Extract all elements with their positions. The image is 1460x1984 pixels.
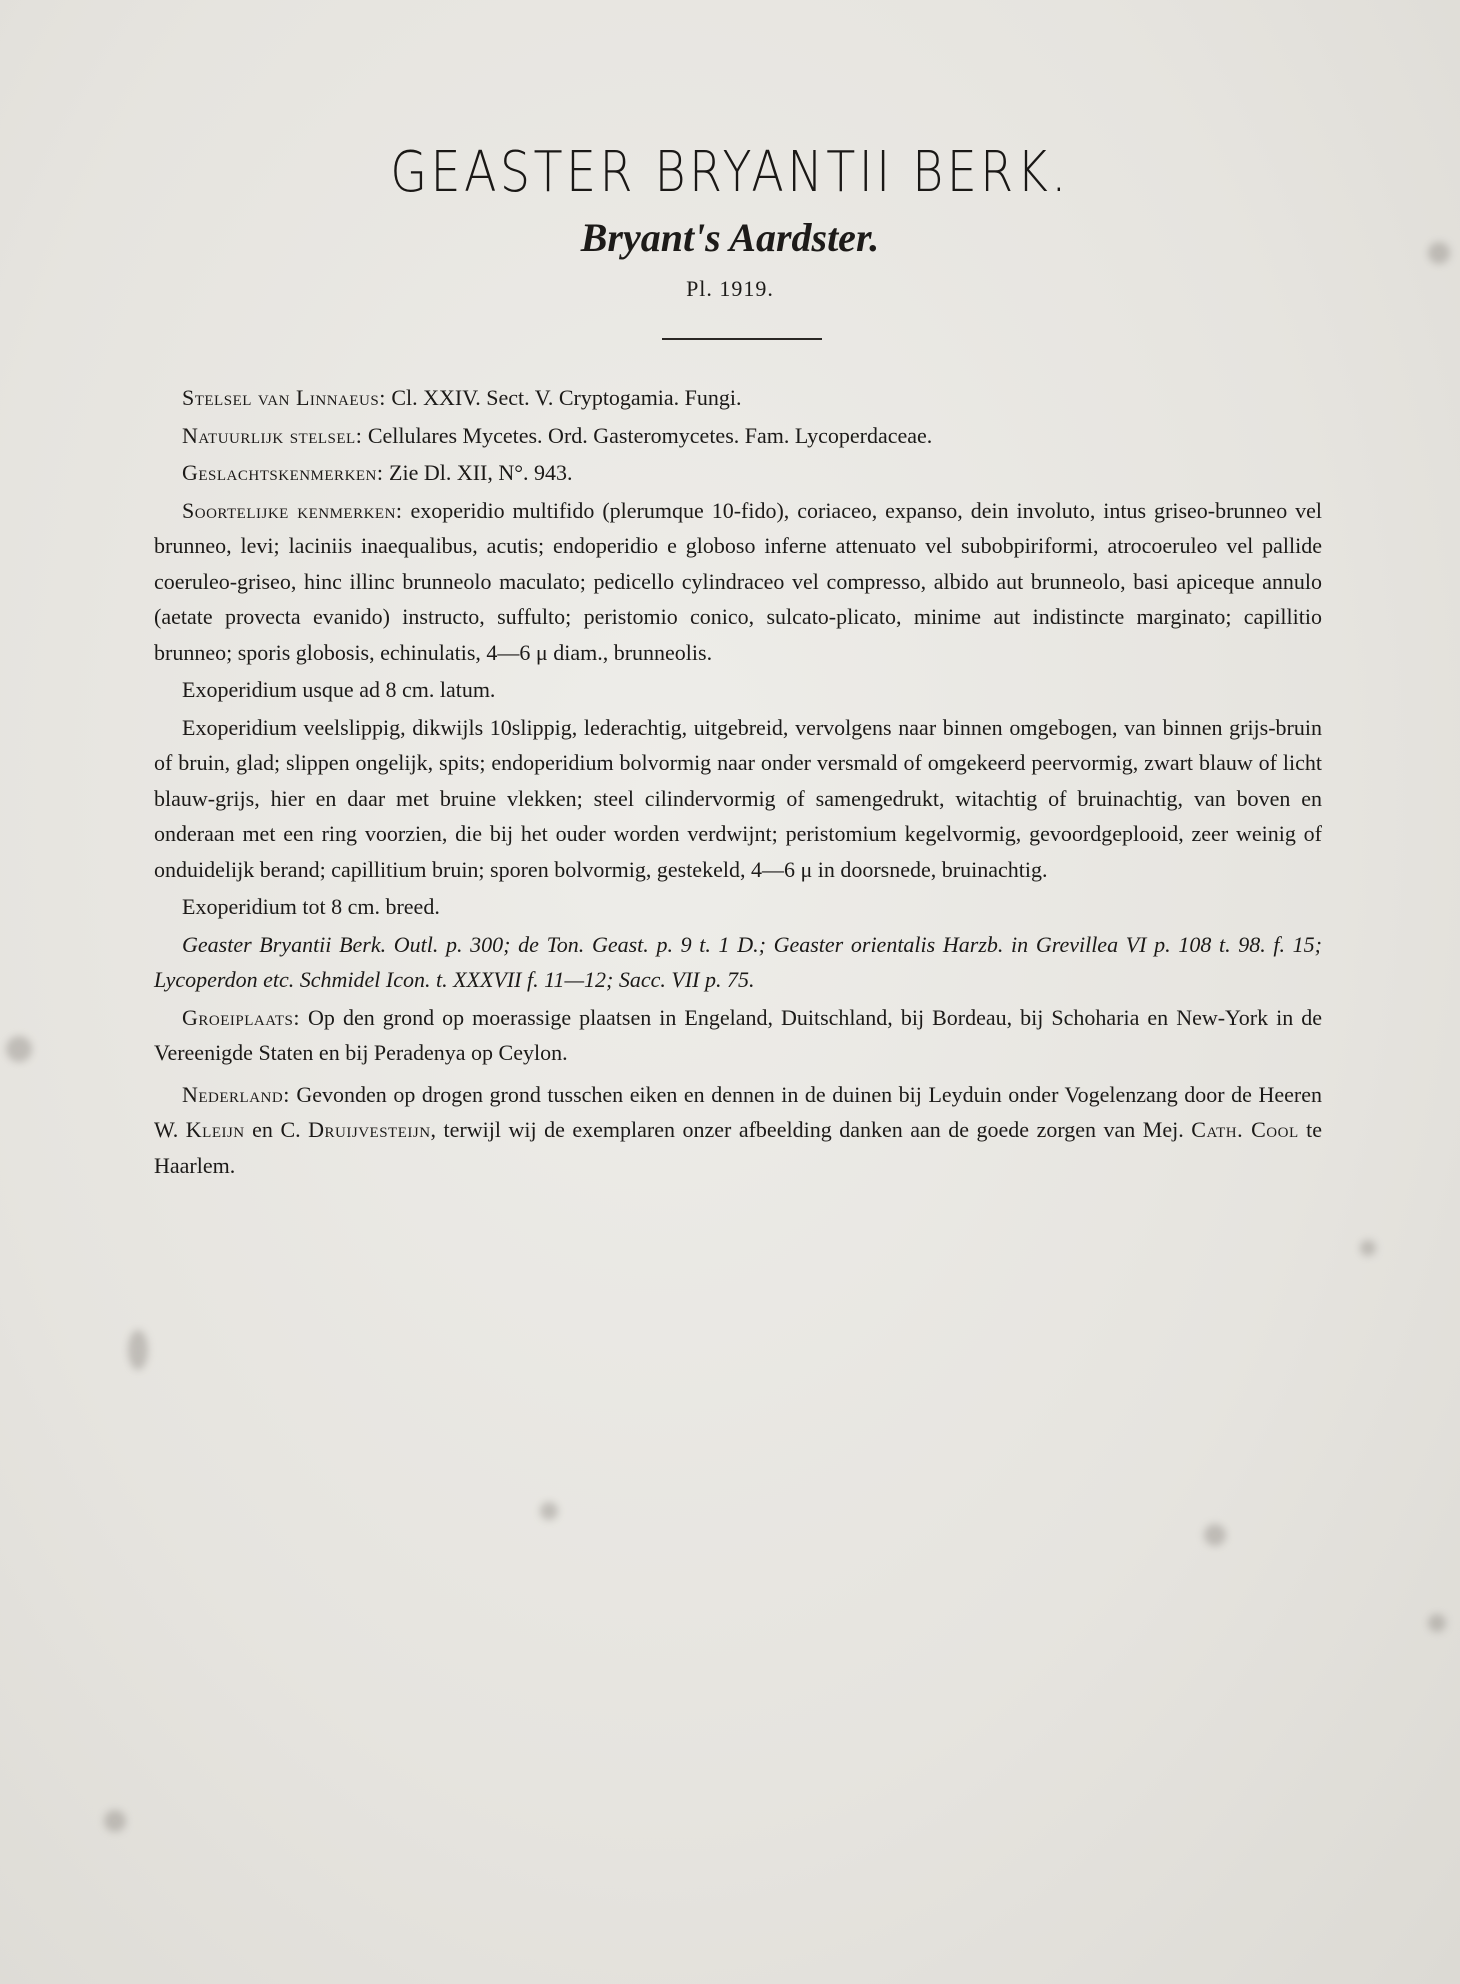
paragraph-dutch-description: Exoperidium veelslippig, dikwijls 10slippig, lederachtig, uitgebreid, vervolgens naar binnen omgebogen, van binnen grijs-bruin of bruin, glad; slippen ongelijk, spits; endoperidium bolvormig naar onder versmald of omgekeerd peervormig, zwart blauw of licht blauw-grijs, hier en daar met bruine vlekken; steel cilindervormig of samengedrukt, witachtig of bruinachtig, van boven en onderaan met een ring voorzien, die bij het ouder worden verdwijnt; peristomium kegelvormig, gevoordgeplooid, zeer weinig of onduidelijk berand; capillitium bruin; sporen bolvormig, gestekeld, 4—6 μ in doorsnede, bruinachtig. bbox=[154, 714, 1322, 882]
paragraph-natuurlijk-stelsel bbox=[154, 418, 1322, 454]
section-label: Geslachtskenmerken: bbox=[182, 460, 384, 485]
paper-spot bbox=[6, 1036, 32, 1062]
section-label: Nederland: bbox=[182, 1081, 290, 1107]
paper-spot bbox=[540, 1502, 558, 1520]
section-text: Op den grond op moerassige plaatsen in Engeland, Duitschland, bij Bordeau, bij Schoharia en New-York in de Vereenigde Staten en bij Peradenya op Ceylon. bbox=[154, 1004, 1323, 1065]
paper-spot bbox=[1428, 1614, 1446, 1632]
section-text: , terwijl wij de exemplaren onzer afbeelding danken aan de goede zorgen van Mej. bbox=[430, 1117, 1184, 1142]
section-label: Natuurlijk stelsel: bbox=[182, 422, 363, 448]
paragraph-exoperidium-dutch: Exoperidium tot 8 cm. breed. bbox=[182, 894, 440, 919]
title-divider bbox=[662, 338, 822, 340]
section-text: en C. bbox=[252, 1117, 301, 1142]
paragraph-soortelijke-kenmerken bbox=[154, 493, 1322, 671]
section-text: exoperidio multifido (plerumque 10-fido), coriaceo, expanso, dein involuto, intus griseo-brunneo vel brunneo, levi; laciniis inaequalibus, acutis; endoperidio e globoso inferne attenuato vel subobpiriformi, atrocoeruleo vel pallide coeruleo-griseo, hinc illinc brunneolo maculato; pedicello cylindraceo vel compresso, albido aut brunneolo, basi apiceque annulo (aetate provecta evanido) instructo, suffulto; peristomio conico, sulcato-plicato, minime aut indistincte marginato; capillitio brunneo; sporis globosis, echinulatis, 4—6 μ diam., brunneolis. bbox=[154, 497, 1323, 665]
person-name: Druijvesteijn bbox=[308, 1117, 431, 1142]
paragraph-geslachtskenmerken bbox=[154, 455, 1322, 491]
plate-number: Pl. 1919. bbox=[686, 276, 774, 301]
paragraph-stelsel-linnaeus bbox=[154, 380, 1322, 416]
section-text: Cellulares Mycetes. Ord. Gasteromycetes. Fam. Lycoperdaceae. bbox=[367, 422, 933, 448]
section-text: te Haarlem. bbox=[154, 1117, 1323, 1178]
document-body bbox=[154, 380, 1322, 1189]
section-label: Groeiplaats: bbox=[182, 1004, 301, 1030]
paragraph-references: Geaster Bryantii Berk. Outl. p. 300; de Ton. Geast. p. 9 t. 1 D.; Geaster orientalis Harzb. in Grevillea VI p. 108 t. 98. f. 15; Lycoperdon etc. Schmidel Icon. t. XXXVII f. 11—12; Sacc. VII p. 75. bbox=[154, 931, 1322, 992]
section-label: Soortelijke kenmerken: bbox=[182, 497, 403, 523]
section-text: Cl. XXIV. Sect. V. Cryptogamia. Fungi. bbox=[391, 385, 742, 410]
person-name: Cath. Cool bbox=[1191, 1117, 1299, 1142]
page-subtitle: Bryant's Aardster. bbox=[580, 215, 880, 260]
paper-spot bbox=[1204, 1524, 1226, 1546]
person-name: Kleijn bbox=[185, 1117, 245, 1142]
paper-spot bbox=[1360, 1240, 1376, 1256]
paragraph-exoperidium-latin: Exoperidium usque ad 8 cm. latum. bbox=[182, 677, 496, 702]
section-text: Zie Dl. XII, N°. 943. bbox=[389, 460, 573, 485]
section-label: Stelsel van Linnaeus: bbox=[182, 385, 386, 410]
page-title: GEASTER BRYANTII BERK. bbox=[390, 140, 1070, 205]
paper-spot bbox=[128, 1330, 148, 1370]
paper-spot bbox=[104, 1810, 126, 1832]
paragraph-nederland bbox=[154, 1077, 1322, 1184]
section-text: Gevonden op drogen grond tusschen eiken en dennen in de duinen bij Leyduin onder Vogelenzang door de Heeren W. bbox=[154, 1081, 1322, 1142]
paragraph-groeiplaats bbox=[154, 1000, 1322, 1071]
